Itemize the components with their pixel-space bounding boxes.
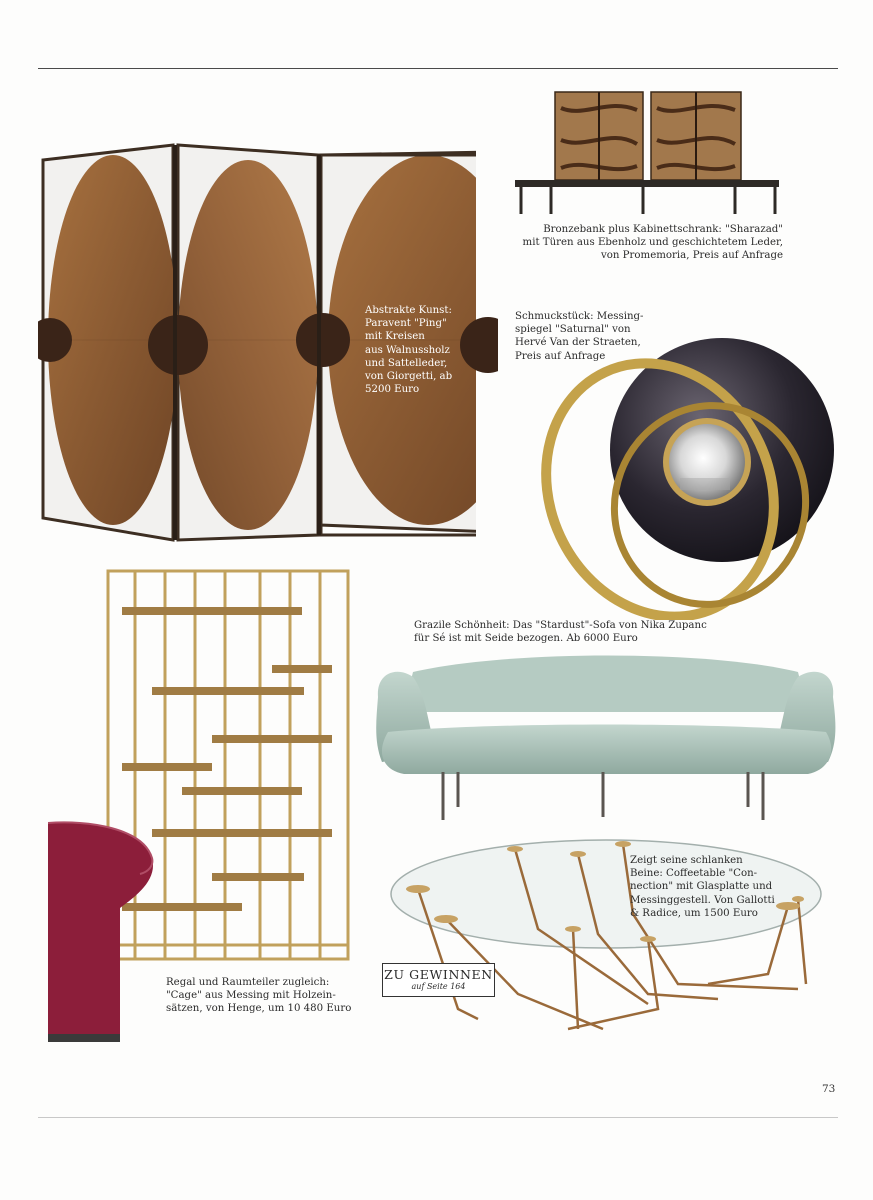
sofa-caption: Grazile Schönheit: Das "Stardust"-Sofa von Nika Zupanc für Sé ist mit Seide bezogen. Ab 6000 Euro [414,620,707,645]
regal-caption: Regal und Raumteiler zugleich: "Cage" aus Messing mit Holzein- sätzen, von Henge, um 10 480 Euro [166,977,352,1015]
contest-badge[interactable] [382,963,495,997]
spiegel-image [540,300,840,620]
bottom-rule [38,1117,838,1118]
contest-subtitle: auf Seite 164 [411,982,466,991]
crimson-armchair-image [48,818,158,1043]
top-rule [38,68,838,69]
bronzebank-image [513,88,783,218]
sofa-image [368,652,843,827]
paravent-caption: Abstrakte Kunst: Paravent "Ping" mit Kreisen aus Walnussholz und Sattelleder, von Giorgetti, ab 5200 Euro [365,305,453,396]
page-number: 73 [822,1083,836,1095]
spiegel-caption: Schmuckstück: Messing- spiegel "Saturnal" von Hervé Van der Straeten, Preis auf Anfrage [515,311,644,362]
bronzebank-caption: Bronzebank plus Kabinettschrank: "Sharazad" mit Türen aus Ebenholz und geschichtetem Leder, von Promemoria, Preis auf Anfrage [522,224,783,262]
contest-title: ZU GEWINNEN [384,967,493,982]
table-caption: Zeigt seine schlanken Beine: Coffeetable "Con- nection" mit Glasplatte und Messinggestell. Von Gallotti & Radice, um 1500 Euro [630,855,775,919]
